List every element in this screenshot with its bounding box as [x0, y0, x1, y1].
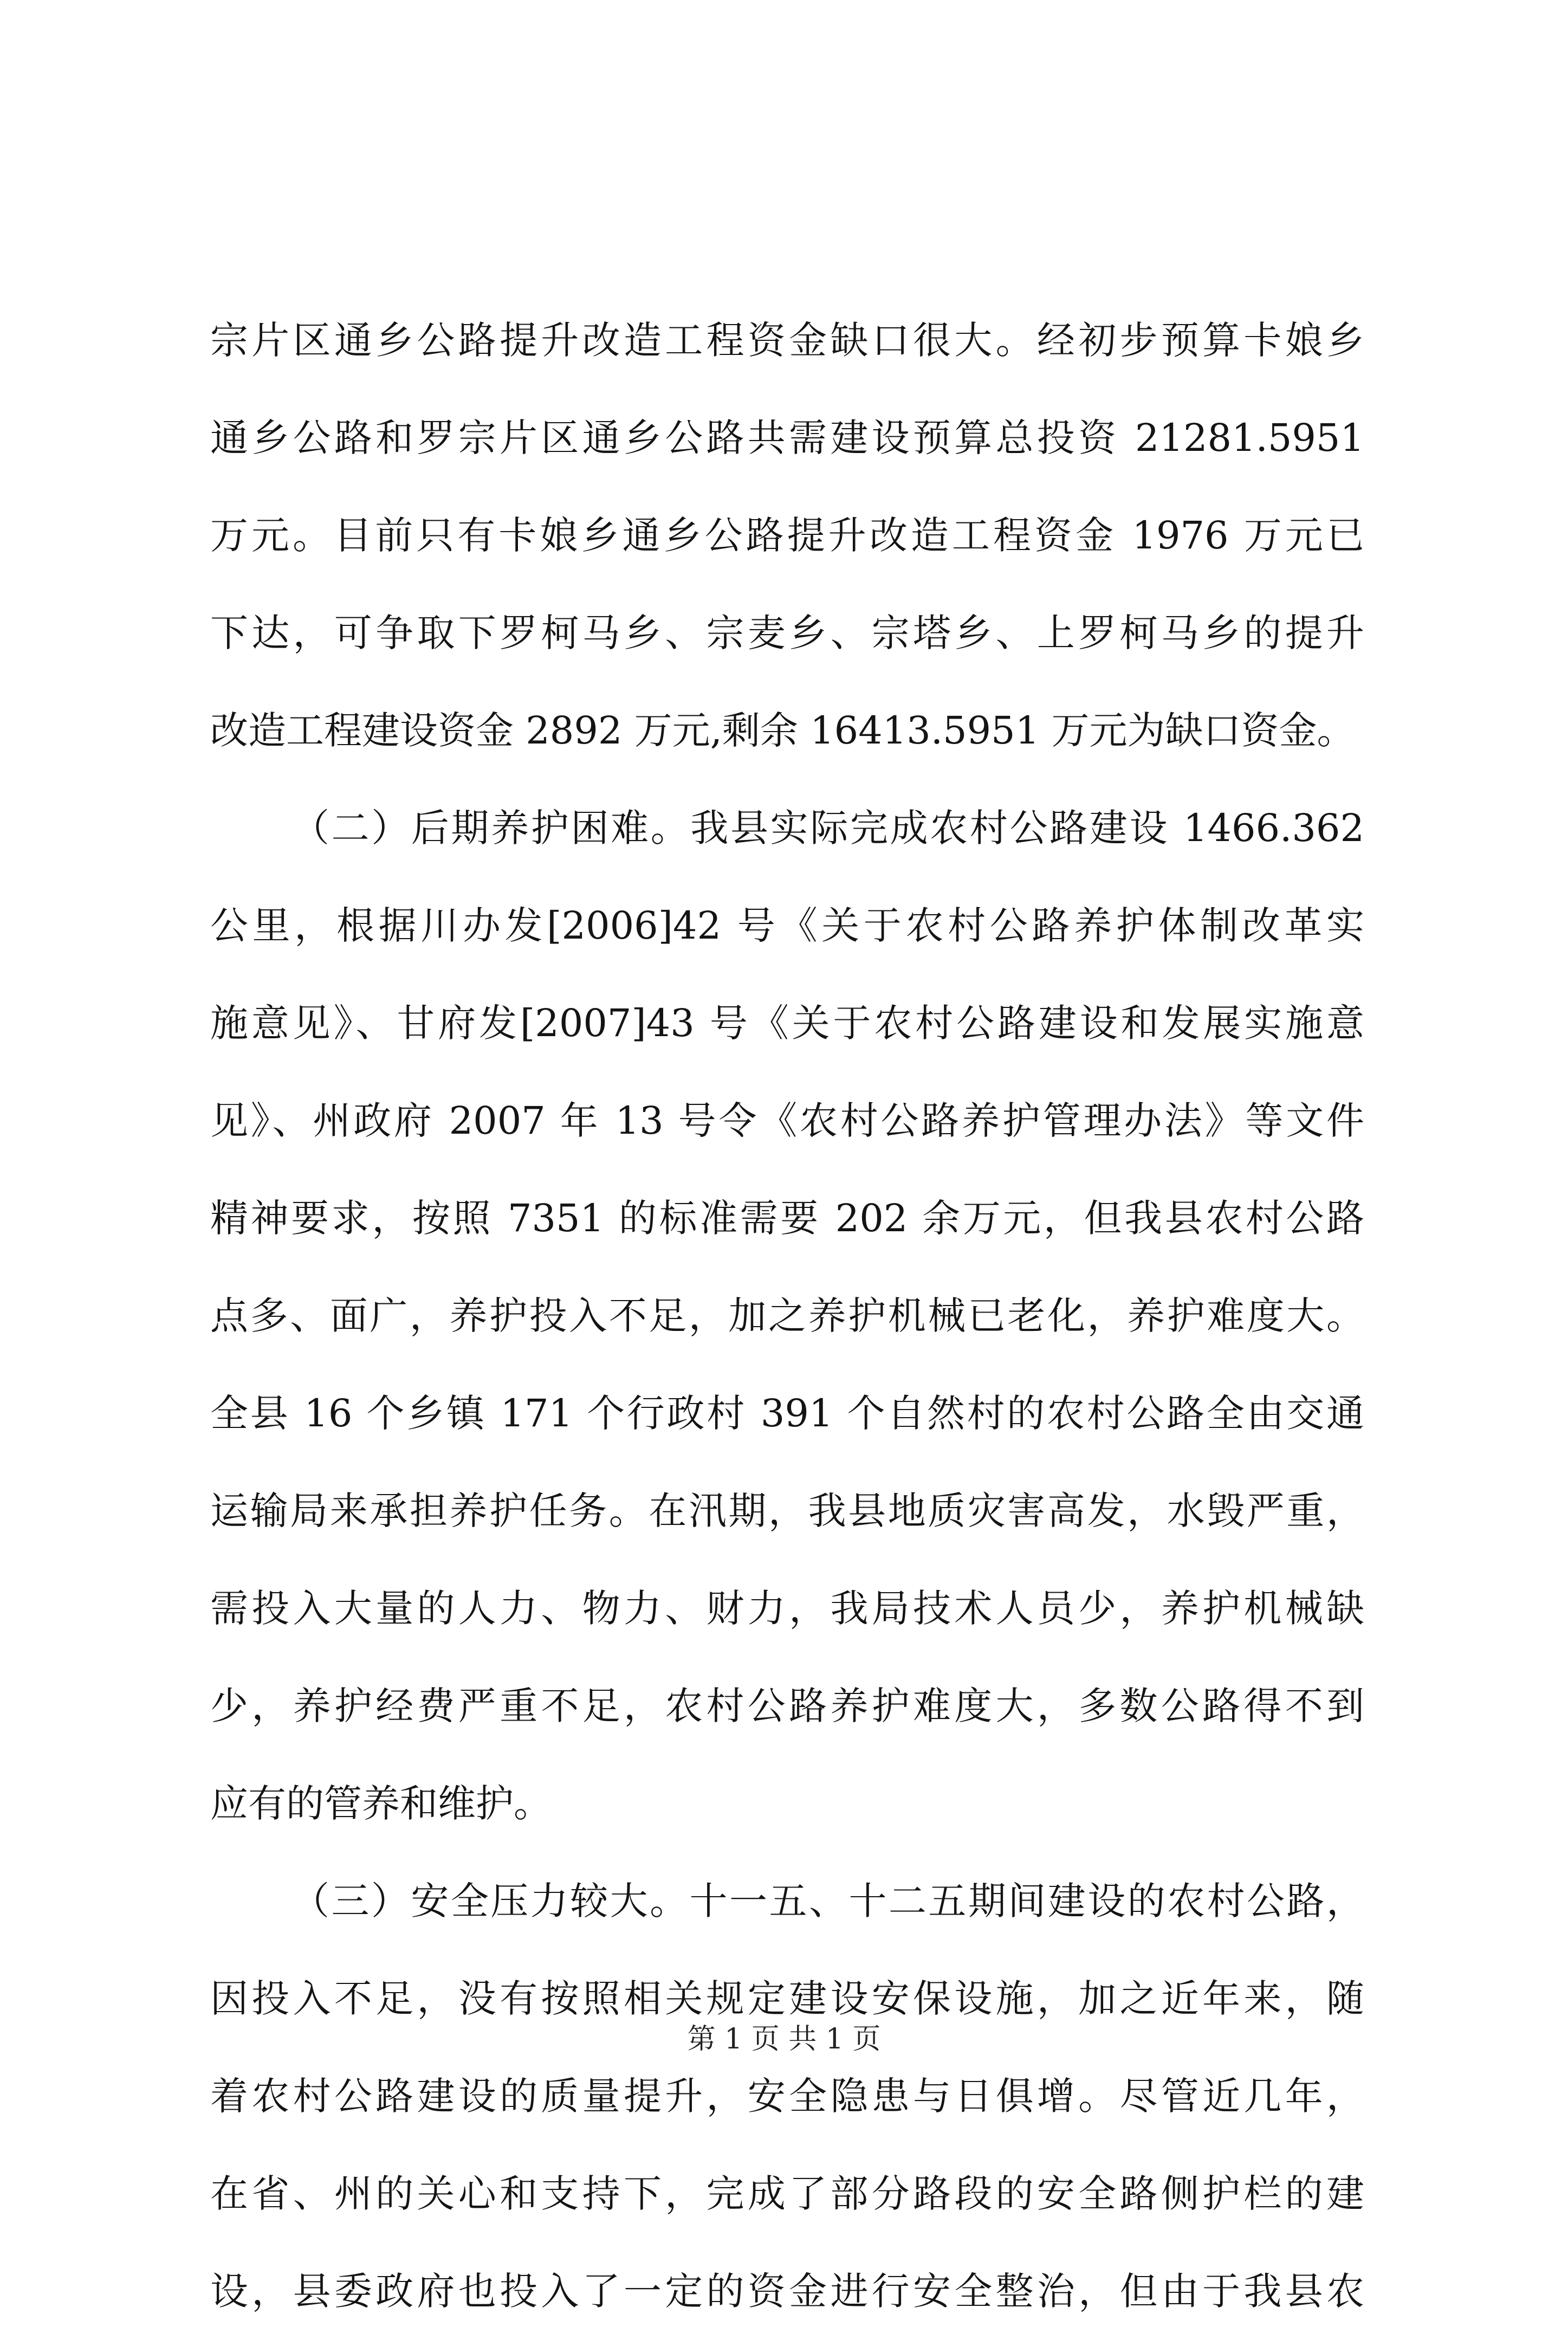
- body-line: 因投入不足，没有按照相关规定建设安保设施，加之近年来，随: [210, 1976, 1364, 2021]
- body-line: 见》、州政府 2007 年 13 号令《农村公路养护管理办法》等文件: [210, 1098, 1364, 1143]
- body-line: 改造工程建设资金 2892 万元,剩余 16413.5951 万元为缺口资金。: [210, 708, 1355, 753]
- section-heading-line: （二）后期养护困难。我县实际完成农村公路建设 1466.362: [291, 806, 1364, 850]
- body-line: 少，养护经费严重不足，农村公路养护难度大，多数公路得不到: [210, 1684, 1364, 1728]
- body-line: 着农村公路建设的质量提升，安全隐患与日俱增。尽管近几年，: [210, 2074, 1364, 2118]
- body-line: 施意见》、甘府发[2007]43 号《关于农村公路建设和发展实施意: [210, 1001, 1364, 1045]
- body-line: 通乡公路和罗宗片区通乡公路共需建设预算总投资 21281.5951: [210, 416, 1364, 460]
- body-line: 在省、州的关心和支持下，完成了部分路段的安全路侧护栏的建: [210, 2171, 1364, 2216]
- section-heading-line: （三）安全压力较大。十一五、十二五期间建设的农村公路，: [291, 1879, 1364, 1923]
- body-line: 全县 16 个乡镇 171 个行政村 391 个自然村的农村公路全由交通: [210, 1391, 1364, 1436]
- body-line: 宗片区通乡公路提升改造工程资金缺口很大。经初步预算卡娘乡: [210, 318, 1364, 363]
- page-footer: 第 1 页 共 1 页: [687, 2023, 881, 2055]
- body-line: 公里，根据川办发[2006]42 号《关于农村公路养护体制改革实: [210, 903, 1364, 948]
- body-line: 需投入大量的人力、物力、财力，我局技术人员少，养护机械缺: [210, 1586, 1364, 1631]
- body-line: 设，县委政府也投入了一定的资金进行安全整治，但由于我县农: [210, 2269, 1364, 2313]
- body-line: 万元。目前只有卡娘乡通乡公路提升改造工程资金 1976 万元已: [210, 513, 1364, 558]
- body-line: 精神要求，按照 7351 的标准需要 202 余万元，但我县农村公路: [210, 1196, 1364, 1240]
- body-line: 点多、面广，养护投入不足，加之养护机械已老化，养护难度大。: [210, 1294, 1364, 1338]
- body-line: 下达，可争取下罗柯马乡、宗麦乡、宗塔乡、上罗柯马乡的提升: [210, 611, 1364, 655]
- body-line: 应有的管养和维护。: [210, 1781, 552, 1826]
- body-line: 运输局来承担养护任务。在汛期，我县地质灾害高发，水毁严重，: [210, 1489, 1364, 1533]
